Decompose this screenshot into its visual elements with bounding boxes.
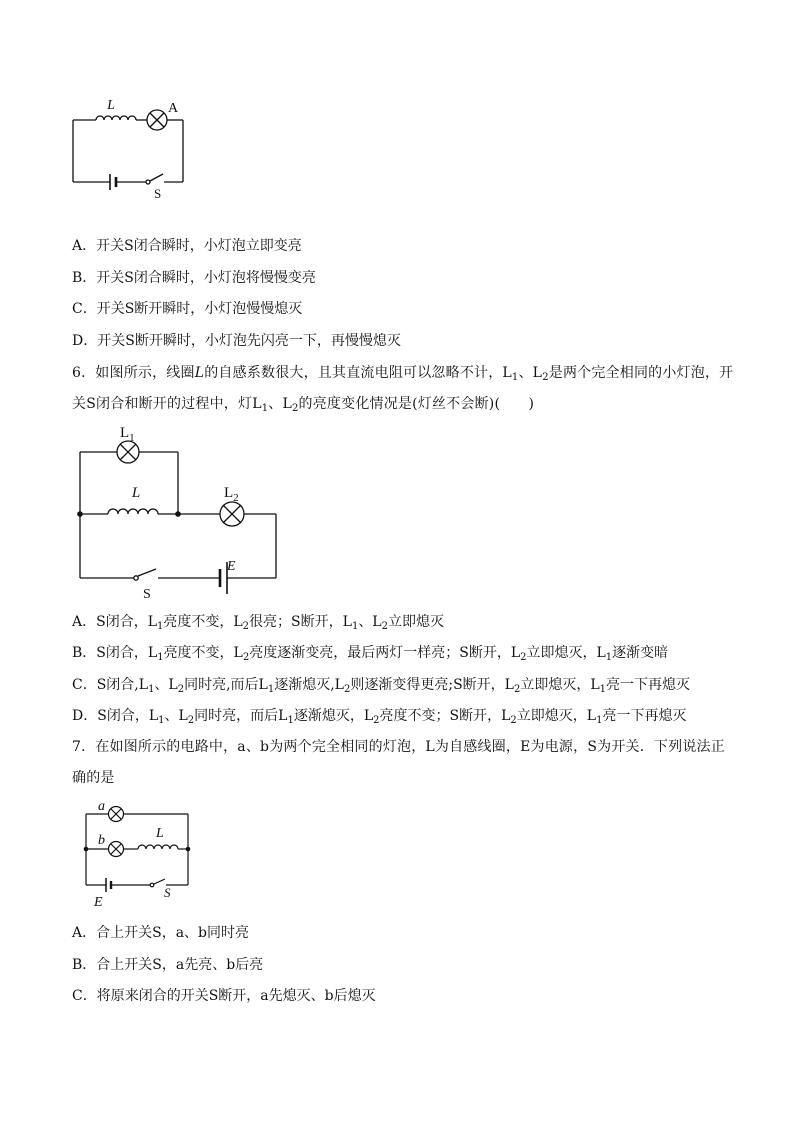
q7-stem-line-1: 7．在如图所示的电路中，a、b为两个完全相同的灯泡，L为自感线圈，E为电源，S为开关．下列说法正 [72,739,725,755]
switch-label: S [154,186,162,201]
circuit-diagram-3 [76,796,200,914]
inductor-label: L [107,98,115,113]
q7-option-c: C．将原来闭合的开关S断开，a先熄灭、b后熄灭 [72,988,376,1004]
lamp-a-label: a [98,799,105,814]
lamp-label: A [168,101,179,116]
source-label: E [94,895,103,910]
inductor-label: L [131,485,141,501]
inductor-label: L [156,826,164,841]
q5-option-d: D．开关S断开瞬时，小灯泡先闪亮一下，再慢慢熄灭 [72,333,401,349]
switch-label: S [143,587,151,602]
switch-label: S [164,885,171,900]
lamp2-label: $L_2$ [224,485,239,504]
q6-stem-line-2: 关S闭合和断开的过程中，灯$L_1$、$L_2$的亮度变化情况是(灯丝不会断)( ) [72,396,535,414]
q5-option-a: A．开关S闭合瞬时，小灯泡立即变亮 [72,238,302,254]
q7-option-a: A．合上开关S，a、b同时亮 [72,925,250,941]
inductor-coil [108,509,158,514]
circuit-diagram-2 [70,418,290,603]
q5-option-b: B．开关S闭合瞬时，小灯泡将慢慢变亮 [72,270,316,286]
q6-stem-line-1: 6．如图所示，线圈L的自感系数很大，且其直流电阻可以忽略不计，$L_1$、$L_2$是两个完全相同的小灯泡，开 [72,365,734,383]
q6-option-b: B．S闭合，$L_1$亮度不变，$L_2$亮度逐渐变亮，最后两灯一样亮；S断开，$L_2$立即熄灭，$L_1$逐渐变暗 [72,645,669,663]
q7-option-b: B．合上开关S，a先亮、b后亮 [72,957,264,973]
q6-option-a: A．S闭合，$L_1$亮度不变，$L_2$很亮；S断开，$L_1$、$L_2$立即熄灭 [72,614,444,632]
inductor-coil [96,116,136,120]
lamp1-label: $L_1$ [120,425,135,444]
q6-option-d: D．S闭合，$L_1$、$L_2$同时亮，而后$L_1$逐渐熄灭，$L_2$亮度不变；S断开，$L_2$立即熄灭，$L_1$亮一下再熄灭 [72,708,687,726]
q7-stem-line-2: 确的是 [72,770,115,786]
circuit-diagram-1 [68,92,192,202]
q5-option-c: C．开关S断开瞬时，小灯泡慢慢熄灭 [72,301,303,317]
inductor-coil [138,845,178,849]
source-label: E [227,559,236,574]
lamp-b-label: b [98,833,105,848]
q6-option-c: C．S闭合$,L_1$、$L_2$同时亮,而后$L_1$逐渐熄灭$,L_2$则逐渐变得更亮;S断开，$L_2$立即熄灭，$L_1$亮一下再熄灭 [72,677,691,695]
